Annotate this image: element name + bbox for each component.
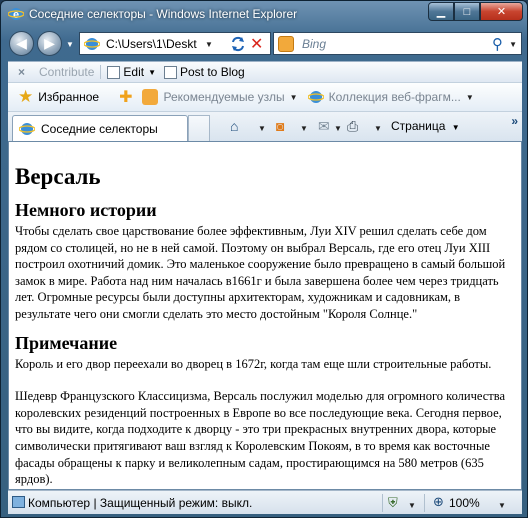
search-icon[interactable]: ⚲ [492,36,503,53]
search-box[interactable] [273,32,522,55]
feeds-dropdown-icon[interactable]: ▼ [300,124,308,133]
toolbar-divider [100,65,101,79]
title-bar[interactable] [1,1,527,27]
refresh-icon[interactable] [230,36,246,52]
protection-icon[interactable]: ⛨ [388,495,398,510]
section-text-classicism: Шедевр Французского Классицизма, Версаль послужил моделью для огромного количества королевских резиденций построенных в Европе во все последующие века. Сегодня первое, что вы видите, когда подходите к дворцу - это три прекрасных внутренних двора, которые символически притягивают ваш взгляд к Королевским Покоям, в то время как восточные фасады обращены к парку и великолепным садам, простирающимся на 580 метров (635 ярдов). [15,389,506,487]
page-menu-label: Страница [391,119,446,133]
home-dropdown-icon[interactable]: ▼ [258,124,266,133]
home-icon[interactable]: ⌂ [230,118,239,134]
stop-icon[interactable]: ✕ [250,36,264,53]
close-window-button[interactable] [480,2,523,21]
section-heading-note: Примечание [15,332,118,353]
chevron-down-icon: ▼ [451,123,460,132]
recent-pages-dropdown[interactable]: ▼ [66,40,74,49]
status-divider [424,494,425,512]
favorites-button[interactable]: Избранное [38,90,100,104]
maximize-icon: □ [463,5,471,18]
navigation-row [1,28,527,60]
web-slice-gallery-button[interactable] [308,89,474,105]
address-bar[interactable] [79,32,271,55]
print-dropdown-icon[interactable]: ▼ [374,124,382,133]
page-icon [19,121,35,137]
favorites-bar [8,82,522,111]
more-tools-chevron-icon[interactable]: » [511,114,518,128]
zoom-level[interactable]: 100% [449,496,480,510]
favorites-star-icon[interactable]: ★ [18,87,34,106]
forward-button[interactable] [37,31,62,56]
addon-toolbar [8,61,522,82]
tab-row [8,111,522,141]
mail-dropdown-icon[interactable]: ▼ [334,124,342,133]
chevron-down-icon: ▼ [465,92,474,102]
suggested-sites-button[interactable] [142,89,297,105]
page-content [8,141,522,490]
mail-icon[interactable]: ✉ [318,118,330,134]
back-button[interactable] [9,31,34,56]
web-slice-gallery-label: Коллекция веб-фрагм... [328,90,461,104]
search-placeholder[interactable]: Bing [302,37,327,51]
page-heading: Версаль [15,164,101,189]
section-heading-history: Немного истории [15,200,157,220]
status-zone-text: Компьютер | Защищенный режим: выкл. [28,496,253,510]
contribute-button[interactable]: Contribute [39,65,95,79]
section-text-note: Король и его двор переехали во дворец в 1672г, когда там еще шли строительные работы. [15,356,492,371]
address-dropdown-icon[interactable]: ▼ [205,40,213,49]
suggested-sites-icon [142,89,158,105]
search-options-dropdown[interactable]: ▼ [509,40,517,49]
edit-label: Edit [123,65,145,79]
svg-text:e: e [12,9,20,21]
print-icon[interactable]: ⎙ [347,118,359,134]
protection-dropdown-icon[interactable]: ▼ [408,501,416,510]
post-to-blog-button[interactable] [164,65,245,79]
zoom-dropdown-icon[interactable]: ▼ [498,501,506,510]
tab-active[interactable] [12,115,188,142]
status-bar [8,490,522,514]
status-divider [382,494,383,512]
minimize-icon: ▁ [436,6,446,18]
blog-icon [164,66,177,79]
section-text-history: Чтобы сделать свое царствование более эффективным, Луи XIV решил сделать себе дом рядом со столицей, но не в ней самой. Поэтому он выбрал Версаль, где его отец Луи XIII построил охотничий домик. Это маленькое сооружение было превращено в самый большой замок в мире. Работа над ним началась в1661г и была завершена более чем через тридцать лет. Огромные ресурсы были доступны архитекторам, художникам и садовникам, в результате чего они смогли сделать это место достойным "Короля Солнце." [15,224,506,321]
chevron-down-icon: ▼ [289,92,298,102]
post-to-blog-label: Post to Blog [180,65,245,79]
computer-zone-icon [12,496,25,508]
web-slice-gallery-icon [308,89,324,105]
chevron-down-icon: ▼ [148,67,156,77]
minimize-button[interactable] [428,2,454,21]
suggested-sites-label: Рекомендуемые узлы [163,90,285,104]
zoom-icon[interactable]: ⊕ [433,494,444,509]
edit-icon [107,66,120,79]
edit-menu[interactable] [107,65,156,79]
toolbar-close-button[interactable]: × [18,65,26,79]
window-title: Соседние селекторы - Windows Internet Explorer [29,7,298,21]
page-icon [84,36,100,52]
maximize-button[interactable] [454,2,480,21]
rss-feed-icon[interactable]: ◙ [276,118,285,134]
new-tab-button[interactable] [188,115,210,142]
tab-label: Соседние селекторы [41,122,158,136]
page-menu[interactable] [391,119,460,133]
add-to-favorites-icon[interactable]: ✚ [119,89,133,106]
forward-arrow-icon: ▶ [44,35,55,51]
close-icon: ✕ [496,6,507,18]
back-arrow-icon: ◀ [16,35,27,51]
search-provider-icon [278,36,294,52]
ie-logo-icon [8,6,24,22]
window-controls [428,2,523,21]
address-url[interactable]: C:\Users\1\Deskt [106,37,197,51]
